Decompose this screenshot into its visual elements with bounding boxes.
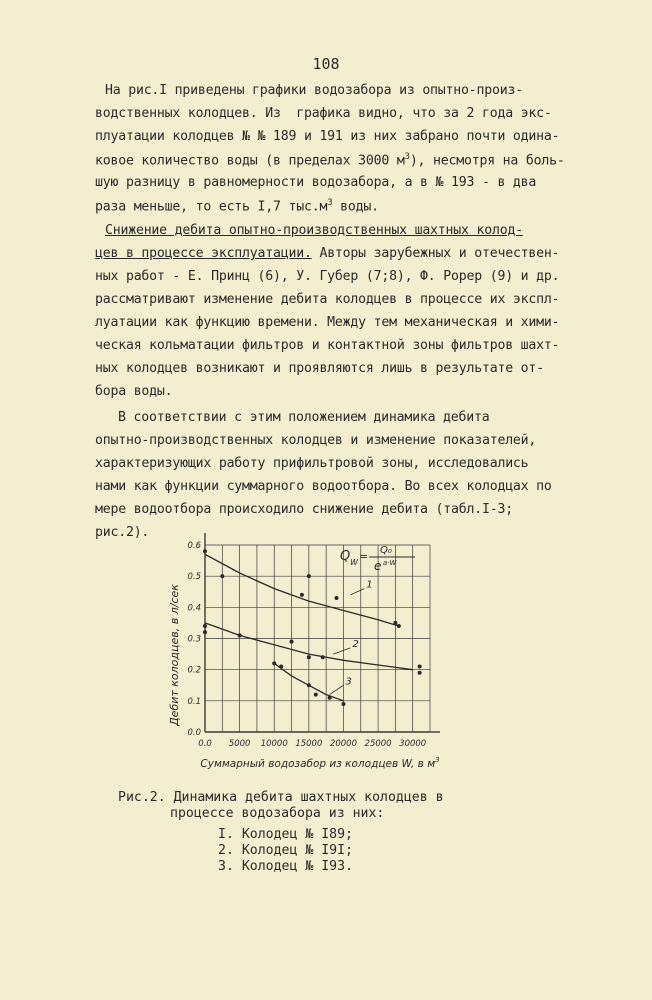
text-line: [95, 152, 565, 168]
data-point: [314, 693, 318, 697]
y-tick-label: 0.1: [187, 696, 201, 707]
caption-item: 3. Колодец № I93.: [218, 859, 353, 874]
y-tick-label: 0.2: [187, 665, 201, 676]
section-heading: Снижение дебита опытно-производственных шахтных колод-: [105, 223, 523, 238]
text-line: На рис.I приведены графики водозабора из опытно-произ-: [105, 83, 523, 98]
text-line: опытно-производственных колодцев и изменение показателей,: [95, 433, 537, 448]
text-line: луатации как функцию времени. Между тем механическая и хими-: [95, 315, 560, 330]
chart-points: [203, 549, 422, 706]
x-tick-label: 20000: [329, 739, 357, 749]
y-tick-label: 0.0: [187, 728, 201, 738]
text-line: ческая кольматации фильтров и контактной зоны фильтров шахт-: [95, 338, 560, 353]
text-line: [95, 246, 559, 261]
text-line: [95, 198, 379, 214]
x-tick-label: 10000: [260, 739, 288, 749]
curve-label: 1: [366, 579, 373, 591]
curve-leader: [330, 685, 344, 694]
data-point: [238, 633, 242, 637]
x-tick-label: 15000: [295, 739, 323, 749]
formula-lhs: Q: [340, 549, 351, 564]
formula-num: Q₀: [380, 545, 392, 556]
data-point: [290, 640, 294, 644]
y-axis-label: Дебит колодцев, в л/сек: [168, 584, 181, 726]
text-line: рис.2).: [95, 525, 150, 540]
superscript: 3: [327, 198, 333, 208]
curve-leader: [333, 648, 350, 654]
data-point: [220, 574, 224, 578]
x-tick-label: 25000: [364, 739, 392, 749]
text-line: характеризующих работу прифильтровой зоны, исследовались: [95, 456, 529, 471]
figure-caption-title: Рис.2. Динамика дебита шахтных колодцев в: [118, 790, 444, 805]
text-line: водственных колодцев. Из графика видно, что за 2 года экс-: [95, 106, 552, 121]
y-tick-label: 0.3: [187, 634, 201, 645]
y-tick-label: 0.6: [187, 541, 201, 551]
text-span: раза меньше, то есть I,7 тыс.м: [95, 199, 328, 215]
text-span: ковое количество воды (в пределах 3000 м: [95, 153, 405, 169]
text-line: рассматривают изменение дебита колодцев в процессе их экспл-: [95, 292, 560, 307]
text-line: плуатации колодцев № № 189 и 191 из них забрано почти одина-: [95, 129, 560, 144]
y-tick-label: 0.4: [187, 603, 201, 614]
text-line: шую разницу в равномерности водозабора, а в № 193 - в два: [95, 175, 537, 190]
data-point: [393, 621, 397, 625]
data-point: [307, 683, 311, 687]
text-line: мере водоотбора происходило снижение дебита (табл.I-3;: [95, 502, 513, 517]
x-axis-label-text: Суммарный водозабор из колодцев W, в м: [200, 758, 436, 770]
x-tick-label: 0.0: [198, 739, 212, 749]
text-line: нами как функции суммарного водоотбора. Во всех колодцах по: [95, 479, 552, 494]
data-point: [397, 624, 401, 628]
data-point: [328, 696, 332, 700]
chart-grid: [205, 533, 440, 732]
text-line: бора воды.: [95, 384, 173, 399]
caption-item: I. Колодец № I89;: [218, 827, 353, 842]
data-point: [272, 661, 276, 665]
text-span: Авторы зарубежных и отечествен-: [311, 246, 560, 261]
data-point: [203, 624, 207, 628]
formula-den: e: [374, 559, 382, 573]
text-line: ных колодцев возникают и проявляются лишь в результате от-: [95, 361, 544, 376]
data-point: [418, 671, 422, 675]
curve-label: 2: [352, 638, 359, 650]
curve-label: 3: [345, 676, 352, 688]
data-point: [279, 665, 283, 669]
section-heading-cont: цев в процессе эксплуатации.: [95, 246, 312, 261]
formula-exp: a·W: [383, 559, 397, 567]
formula-eq: =: [359, 550, 369, 563]
x-axis-label: [200, 756, 439, 770]
data-point: [203, 630, 207, 634]
data-point: [418, 665, 422, 669]
formula: [340, 545, 415, 573]
curve-leader: [350, 589, 364, 595]
text-span: воды.: [332, 199, 379, 215]
text-span: ), несмотря на боль-: [409, 153, 565, 169]
text-line: В соответствии с этим положением динамика дебита: [118, 410, 490, 425]
data-point: [335, 596, 339, 600]
superscript: 3: [404, 152, 410, 162]
data-point: [321, 655, 325, 659]
text-line: ных работ - Е. Принц (6), У. Губер (7;8), Ф. Popep (9) и др.: [95, 269, 560, 284]
caption-item: 2. Колодец № I9I;: [218, 843, 353, 858]
data-point: [341, 702, 345, 706]
formula-lhs-sub: W: [350, 558, 358, 567]
page-number: 108: [312, 55, 340, 73]
data-point: [307, 655, 311, 659]
data-point: [307, 574, 311, 578]
y-ticks: [187, 541, 201, 738]
figure-caption-title: процессе водозабора из них:: [170, 806, 385, 821]
debit-chart: [150, 520, 470, 780]
x-tick-label: 30000: [399, 739, 427, 749]
x-axis-label-sup: 3: [435, 756, 440, 764]
y-tick-label: 0.5: [187, 572, 201, 583]
data-point: [300, 593, 304, 597]
x-ticks: [198, 739, 426, 749]
x-tick-label: 5000: [228, 739, 251, 749]
data-point: [203, 549, 207, 553]
